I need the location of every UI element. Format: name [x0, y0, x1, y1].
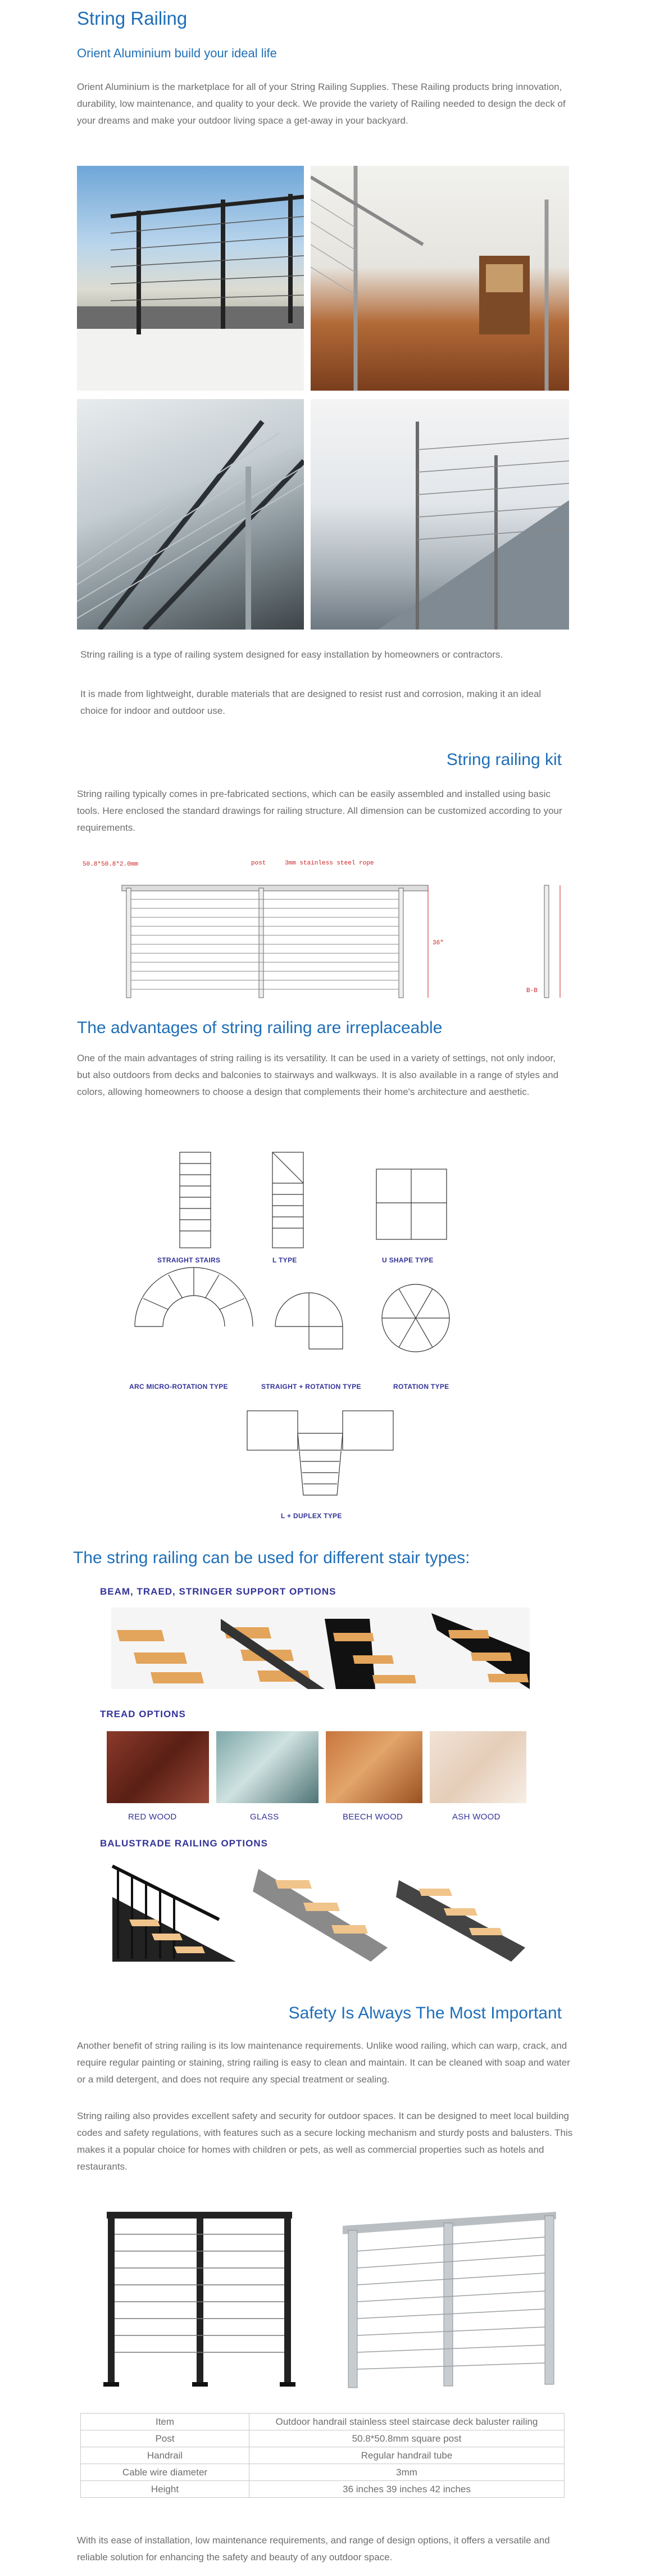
spec-label: Post [81, 2430, 249, 2447]
safety-heading: Safety Is Always The Most Important [288, 2004, 562, 2022]
page-title: String Railing [77, 8, 188, 29]
tread-label-ash: ASH WOOD [452, 1812, 501, 1822]
safety-paragraph-1: Another benefit of string railing is its low maintenance requirements. Unlike wood railing, which can warp, crack, and require regular painting or staining, string railing is easy to clean and maintain. It can be cleaned with soap and water or a mild detergent, and does not require any special treatment or sealing. [77, 2040, 570, 2085]
balustrade-options-image [107, 1858, 528, 1962]
tread-label-glass: GLASS [250, 1812, 279, 1822]
support-options-title: BEAM, TRAED, STRINGER SUPPORT OPTIONS [100, 1586, 336, 1597]
type-caption-straight: STRAIGHT STAIRS [157, 1256, 221, 1264]
spec-label: Handrail [81, 2447, 249, 2464]
specs-table [80, 2413, 565, 2498]
spec-value: Outdoor handrail stainless steel staircase deck baluster railing [249, 2414, 565, 2430]
interior-railing-photo [311, 166, 569, 391]
spec-value: 50.8*50.8mm square post [249, 2430, 565, 2447]
type-caption-straight-rotation: STRAIGHT + ROTATION TYPE [261, 1383, 361, 1391]
black-railing-product-image [95, 2209, 303, 2392]
tread-beech-wood-image [326, 1731, 422, 1803]
spec-label: Item [81, 2414, 249, 2430]
stair-types-diagram [124, 1147, 494, 1529]
tread-options-title: TREAD OPTIONS [100, 1709, 186, 1719]
staircase-cable-photo [311, 399, 569, 630]
deck-railing-photo [77, 166, 304, 391]
table-row [81, 2464, 565, 2481]
spec-value: 3mm [249, 2464, 565, 2481]
spec-value: 36 inches 39 inches 42 inches [249, 2481, 565, 2498]
support-options-image [111, 1608, 530, 1689]
drawing-label-post: post [251, 860, 266, 867]
page-subtitle: Orient Aluminium build your ideal life [77, 46, 277, 60]
drawing-label-top: 50.8*50.8*2.0mm [83, 861, 139, 868]
spec-label: Height [81, 2481, 249, 2498]
table-row [81, 2481, 565, 2498]
type-caption-rotation: ROTATION TYPE [393, 1383, 449, 1391]
tread-label-red-wood: RED WOOD [128, 1812, 177, 1822]
safety-paragraph-2: String railing also provides excellent safety and security for outdoor spaces. It can be designed to meet local building codes and safety regulations, with features such as a secure locking mechanism and sturdy posts and balusters. This makes it a popular choice for homes with children or pets, as well as commercial properties such as hotels and restaurants. [77, 2111, 573, 2172]
stairs-heading: The string railing can be used for different stair types: [73, 1549, 470, 1567]
tread-label-beech: BEECH WOOD [343, 1812, 403, 1822]
type-caption-u: U SHAPE TYPE [382, 1256, 434, 1264]
spec-value: Regular handrail tube [249, 2447, 565, 2464]
table-row [81, 2430, 565, 2447]
desc-paragraph-1: String railing is a type of railing system designed for easy installation by homeowners or contractors. [80, 649, 503, 660]
desc-paragraph-2: It is made from lightweight, durable materials that are designed to resist rust and corrosion, making it an ideal choice for indoor and outdoor use. [80, 689, 542, 716]
spec-label: Cable wire diameter [81, 2464, 249, 2481]
drawing-label-rope: 3mm stainless steel rope [285, 860, 374, 867]
balustrade-options-title: BALUSTRADE RAILING OPTIONS [100, 1838, 268, 1849]
steel-railing-product-image [337, 2209, 562, 2397]
tread-ash-wood-image [430, 1731, 526, 1803]
tread-glass-image [216, 1731, 319, 1803]
closing-paragraph: With its ease of installation, low maintenance requirements, and range of design options, it offers a versatile and reliable solution for enhancing the safety and beauty of any outdoor space. [77, 2535, 550, 2563]
drawing-label-height: 36" [433, 940, 444, 947]
kit-paragraph: String railing typically comes in pre-fabricated sections, which can be easily assembled and installed using basic tools. Here enclosed the standard drawings for railing structure. All dimension can be customized according to your requirements. [77, 789, 562, 833]
glass-stairs-photo [77, 399, 304, 630]
drawing-label-base: B-B [526, 988, 538, 994]
kit-heading: String railing kit [446, 750, 562, 769]
type-caption-duplex: L + DUPLEX TYPE [281, 1512, 342, 1520]
table-row [81, 2447, 565, 2464]
advantages-paragraph: One of the main advantages of string railing is its versatility. It can be used in a variety of settings, not only indoor, but also outdoors from decks and balconies to stairways and walkways. It is also available in a range of styles and colors, allowing homeowners to choose a design that complements their home's architecture and aesthetic. [77, 1053, 559, 1097]
tread-red-wood-image [107, 1731, 209, 1803]
table-row [81, 2414, 565, 2430]
type-caption-l: L TYPE [272, 1256, 297, 1264]
type-caption-arc: ARC MICRO-ROTATION TYPE [129, 1383, 228, 1391]
intro-paragraph: Orient Aluminium is the marketplace for all of your String Railing Supplies. These Railing products bring innovation, durability, low maintenance, and quality to your deck. We provide the variety of Railing needed to design the deck of your dreams and make your outdoor living space a get-away in your backyard. [77, 82, 566, 126]
railing-kit-drawing [77, 854, 571, 1006]
advantages-heading: The advantages of string railing are irreplaceable [77, 1018, 443, 1037]
